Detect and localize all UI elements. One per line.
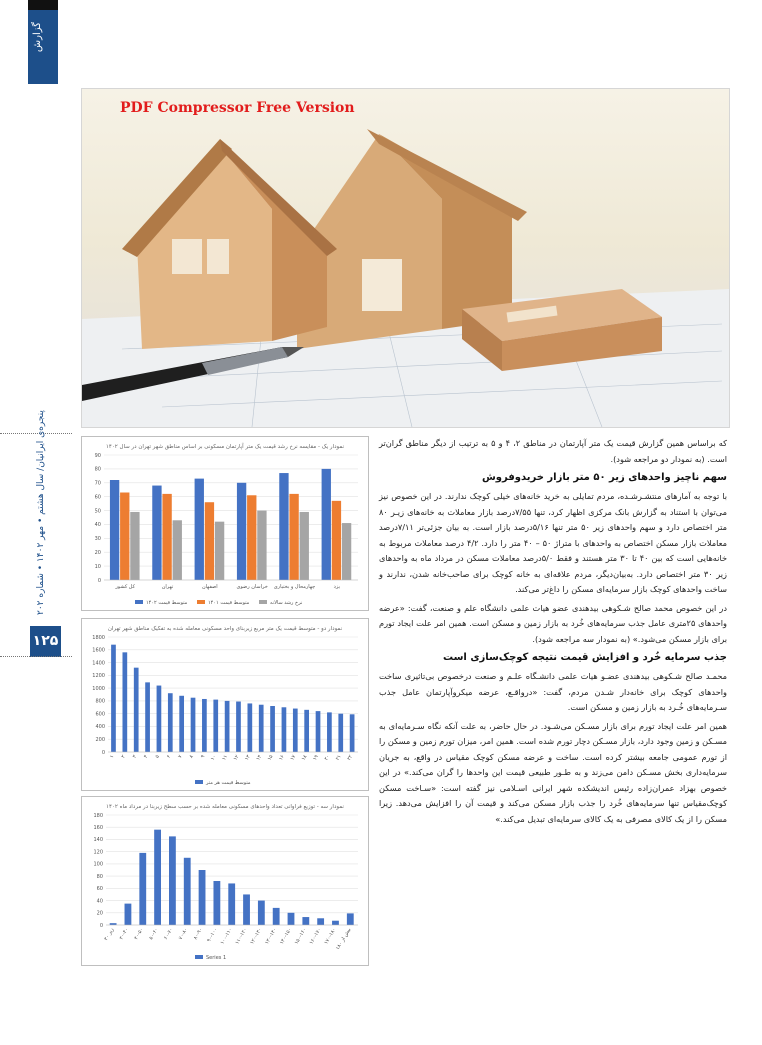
x-tick-label: زیر ۳۰ bbox=[103, 927, 116, 942]
x-tick-label: ۱۳۰-۱۴۰ bbox=[264, 927, 279, 946]
chart-bar bbox=[282, 707, 287, 752]
x-tick-label: ۱۴۰-۱۵۰ bbox=[278, 927, 294, 946]
chart-bar bbox=[332, 501, 341, 580]
y-tick-label: 1200 bbox=[92, 673, 105, 680]
y-tick-label: 120 bbox=[93, 849, 103, 856]
x-tick-label: ۱۰۰-۱۱۰ bbox=[219, 927, 234, 946]
y-tick-label: 180 bbox=[93, 812, 103, 819]
y-tick-label: 160 bbox=[93, 825, 103, 832]
page-number: ۱۲۵ bbox=[30, 626, 61, 657]
chart-2 bbox=[82, 619, 368, 790]
legend-label: Series 1 bbox=[206, 955, 227, 961]
y-tick-label: 60 bbox=[96, 886, 103, 893]
legend-swatch bbox=[135, 600, 143, 604]
wooden-houses-illustration bbox=[82, 89, 729, 427]
y-tick-label: 50 bbox=[94, 508, 101, 515]
x-tick-label: ۱۱ bbox=[221, 754, 230, 762]
article-heading: جذب سرمایه خُرد و افزایش قیمت نتیجه کوچک‌سازی است bbox=[443, 652, 727, 663]
x-tick-label: یزد bbox=[333, 584, 341, 590]
x-tick-label: کل کشور bbox=[115, 584, 135, 590]
x-tick-label: ۱۴ bbox=[255, 754, 264, 762]
x-tick-label: خراسان رضوی bbox=[236, 584, 268, 590]
article-body bbox=[379, 436, 727, 830]
y-tick-label: 80 bbox=[96, 873, 103, 880]
chart-3-panel bbox=[81, 796, 369, 966]
chart-bar bbox=[243, 894, 250, 925]
x-tick-label: ۶ bbox=[165, 754, 173, 760]
x-tick-label: اصفهان bbox=[201, 584, 218, 590]
chart-bar bbox=[139, 853, 146, 925]
y-tick-label: 10 bbox=[94, 563, 101, 570]
y-tick-label: 30 bbox=[94, 536, 101, 543]
article-paragraph: محمـد صالح شـکوهی بیدهندی عضـو هیات علمی دانشـگاه علـم و صنعت درخصوص بی‌تاثیری ساخت واحدهای کوچک برای خانه‌دار شـدن مردم، گفت: «درواقـع، عرضه میکروآپارتمان عامل جذب سـرمایه‌های خُـرد به بازار زمین و مسکن است. bbox=[379, 671, 727, 712]
section-label: گزارش bbox=[32, 22, 43, 53]
chart-bar bbox=[293, 709, 298, 752]
article-paragraph: در این خصوص محمد صالح شـکوهی بیدهندی عضو هیات علمی دانشگاه علم و صنعت، گفت: «عرضه واحدهای ۲۵متری عامل جذب سرمایه‌های خُرد به بازار زمین و مسکن است. همین امر علت ایجاد تورم برای بازار مسکن می‌شود.» (به نمودار سه مراجعه شود). bbox=[379, 602, 727, 644]
chart-bar bbox=[110, 480, 119, 580]
x-tick-label: ۳۰-۴۰ bbox=[118, 927, 130, 941]
chart-2-panel bbox=[81, 618, 369, 791]
chart-3 bbox=[82, 797, 368, 965]
y-tick-label: 600 bbox=[95, 711, 105, 718]
y-tick-label: 0 bbox=[101, 749, 105, 756]
chart-title: نمودار دو - متوسط قیمت یک متر مربع زیربنای واحد مسکونی معامله شده به تفکیک مناطق شهر تهران bbox=[107, 626, 343, 632]
chart-bar bbox=[213, 881, 220, 925]
legend-label: متوسط قیمت ۱۴۰۱ bbox=[208, 600, 250, 606]
chart-bar bbox=[327, 712, 332, 752]
chart-bar bbox=[152, 486, 161, 580]
legend-swatch bbox=[195, 955, 203, 959]
y-tick-label: 80 bbox=[94, 466, 101, 473]
hero-photo bbox=[81, 88, 730, 428]
chart-bar bbox=[237, 483, 246, 580]
y-tick-label: 20 bbox=[96, 910, 103, 917]
x-tick-label: ۹۰-۱۰۰ bbox=[206, 927, 219, 944]
x-tick-label: ۱۶ bbox=[277, 754, 286, 762]
y-tick-label: 1800 bbox=[92, 634, 105, 641]
chart-bar bbox=[179, 696, 184, 752]
x-tick-label: ۴ bbox=[142, 754, 150, 760]
x-tick-label: بیش از ۱۸۰ bbox=[334, 927, 353, 952]
x-tick-label: ۵ bbox=[154, 754, 161, 760]
chart-bar bbox=[173, 520, 182, 580]
y-tick-label: 20 bbox=[94, 550, 101, 557]
margin-dotted-rule-2 bbox=[0, 656, 72, 657]
chart-bar bbox=[120, 493, 129, 581]
y-tick-label: 100 bbox=[93, 861, 103, 868]
x-tick-label: ۴۰-۵۰ bbox=[133, 927, 145, 941]
x-tick-label: ۵۰-۶۰ bbox=[148, 927, 160, 941]
x-tick-label: ۱۶۰-۱۷۰ bbox=[308, 927, 323, 946]
chart-bar bbox=[338, 714, 343, 752]
x-tick-label: ۱۷۰-۱۸۰ bbox=[323, 927, 338, 946]
x-tick-label: ۱۵۰-۱۶۰ bbox=[293, 927, 308, 946]
y-tick-label: 70 bbox=[94, 480, 101, 487]
chart-bar bbox=[205, 502, 214, 580]
chart-bar bbox=[228, 883, 235, 925]
x-tick-label: ۲۰ bbox=[323, 754, 332, 762]
chart-bar bbox=[130, 512, 139, 580]
x-tick-label: ۱۰ bbox=[209, 754, 218, 762]
x-tick-label: ۱۷ bbox=[289, 754, 298, 762]
x-tick-label: ۷۰-۸۰ bbox=[177, 927, 190, 941]
legend-label: متوسط قیمت هر متر bbox=[206, 780, 251, 786]
chart-bar bbox=[199, 870, 206, 925]
chart-bar bbox=[157, 686, 162, 752]
chart-bar bbox=[273, 908, 280, 925]
x-tick-label: ۲۲ bbox=[346, 754, 355, 762]
chart-bar bbox=[302, 917, 309, 925]
chart-bar bbox=[247, 495, 256, 580]
x-tick-label: ۱۲ bbox=[232, 754, 241, 762]
chart-bar bbox=[289, 494, 298, 580]
article-paragraph: با توجه به آمارهای منتشـرشـده، مردم تمایلی به خرید خانه‌های خیلی کوچک ندارند. در این خصوص نیز می‌توان با استناد به گزارش بانک مرکزی اظهار کرد، تنها ۷/۵۵درصد بازار معاملات به خانه‌های زیـر ۸۰ متر اختصاص دارد و سهم واحدهای زیر ۵۰ متر تنها ۵/۱۶درصد بازار است. به بیان جزئی‌تر ۷/۱۱درصد معاملات بازار مسکن اختصاص به واحدهای با متراژ ۵۰ – ۴۰ متر را دارد. ۴/۲ درصد معاملات مربوط به خانه‌هایی است که بین ۴۰ تا ۳۰ متر هستند و فقط ۵/۰درصد معاملات مسکن در مرداد ماه به واحدهای زیر ۳۰ متر اختصاص دارد. به‌بیان‌دیگر، مردم علاقه‌ای به خانه کوچک برای صاحب‌خانه شدن، ندارند و ساخت واحدهای کوچک بازار سرمایه‌ای مسکن را داغ‌تر می‌کند. bbox=[379, 491, 728, 594]
chart-bar bbox=[342, 523, 351, 580]
y-tick-label: 800 bbox=[95, 698, 105, 705]
chart-bar bbox=[154, 830, 161, 925]
chart-title: نمودار سه - توزیع فراوانی تعداد واحدهای مسکونی معامله شده بر حسب سطح زیربنا در مرداد ماه ۱۴۰۲ bbox=[106, 804, 344, 810]
y-tick-label: 1400 bbox=[92, 660, 105, 667]
x-tick-label: ۱۱۰-۱۲۰ bbox=[234, 927, 249, 946]
chart-bar bbox=[134, 668, 139, 752]
chart-bar bbox=[125, 904, 132, 925]
chart-bar bbox=[191, 698, 196, 752]
x-tick-label: ۸ bbox=[188, 754, 195, 760]
legend-swatch bbox=[197, 600, 205, 604]
chart-bar bbox=[316, 711, 321, 752]
chart-bar bbox=[122, 652, 127, 752]
section-tab-cap bbox=[28, 0, 58, 10]
legend-swatch bbox=[259, 600, 267, 604]
section-tab bbox=[28, 0, 58, 84]
article-paragraph: همین امر علت ایجاد تورم برای بازار مسـکن می‌شـود. در حال حاضر، به علت آنکه نگاه سـرمایه‌ای به مسـکن و زمین وجود دارد، بازار مسـکن دچار تورم شده است. همین امر، میزان تورم زمین و مسکن را از تورم عمومی جامعه بیشتر کرده است. ساخت و عرضه مسکن کوچک مقیاس در واقع، به جریان سرمایه‌داری بخش مسـکن دامن می‌زند و به طـور طبیعی قیمت این واحدها را گران می‌کند.» در این خصوص بهزاد عمران‌زاده رئیس اندیشکده شهر ایرانی اسـلامی نیز گفته است: «سـاخت مسکن کوچک‌مقیاس تنها سرمایه‌های خُرد را جذب بازار مسکن می‌کند و قیمت آن را افزایش می‌دهد. زیرا مسکن را از یک کالای مصرفی به یک کالای سرمایه‌ای تبدیل می‌کند.» bbox=[379, 720, 727, 824]
chart-bar bbox=[257, 511, 266, 580]
chart-bar bbox=[247, 703, 252, 752]
x-tick-label: ۱۳ bbox=[243, 754, 252, 762]
y-tick-label: 40 bbox=[94, 522, 101, 529]
running-head: پنجره‌ی ایرانیان/ سال هشتم • مهر ۱۴۰۲ • شماره ۲۰۲ bbox=[36, 410, 46, 615]
chart-bar bbox=[111, 645, 116, 752]
chart-bar bbox=[162, 494, 171, 580]
chart-bar bbox=[258, 901, 265, 925]
x-tick-label: ۱ bbox=[108, 754, 116, 760]
y-tick-label: 400 bbox=[95, 724, 105, 731]
chart-bar bbox=[225, 701, 230, 752]
y-tick-label: 1600 bbox=[92, 647, 105, 654]
chart-bar bbox=[202, 699, 207, 752]
chart-bar bbox=[332, 921, 339, 925]
chart-title: نمودار یک - مقایسه نرخ رشد قیمت یک متر آپارتمان مسکونی بر اساس مناطق شهر تهران در سال ۱۴۰۲ bbox=[105, 444, 345, 450]
chart-bar bbox=[322, 469, 331, 580]
legend-swatch bbox=[195, 780, 203, 784]
x-tick-label: ۱۸ bbox=[300, 754, 309, 762]
x-tick-label: ۳ bbox=[131, 754, 139, 760]
y-tick-label: 90 bbox=[94, 452, 101, 459]
chart-bar bbox=[195, 479, 204, 580]
x-tick-label: ۲۱ bbox=[334, 754, 343, 762]
y-tick-label: 200 bbox=[95, 737, 105, 744]
chart-bar bbox=[259, 705, 264, 752]
chart-bar bbox=[145, 682, 150, 752]
x-tick-label: ۱۲۰-۱۳۰ bbox=[249, 927, 264, 946]
chart-1-panel bbox=[81, 436, 369, 611]
x-tick-label: ۷ bbox=[177, 754, 184, 760]
x-tick-label: ۹ bbox=[199, 754, 207, 760]
y-tick-label: 140 bbox=[93, 837, 103, 844]
x-tick-label: ۸۰-۹۰ bbox=[192, 927, 205, 941]
chart-1 bbox=[82, 437, 368, 610]
x-tick-label: ۲ bbox=[120, 754, 127, 760]
chart-bar bbox=[279, 473, 288, 580]
chart-bar bbox=[168, 693, 173, 752]
chart-bar bbox=[215, 522, 224, 580]
chart-bar bbox=[288, 913, 295, 925]
x-tick-label: ۶۰-۷۰ bbox=[162, 927, 175, 941]
chart-bar bbox=[213, 700, 218, 752]
y-tick-label: 0 bbox=[99, 922, 103, 929]
legend-label: نرخ رشد سالانه bbox=[270, 600, 303, 606]
legend-label: متوسط قیمت ۱۴۰۲ bbox=[146, 600, 188, 606]
y-tick-label: 40 bbox=[96, 898, 103, 905]
watermark-text: PDF Compressor Free Version bbox=[120, 100, 355, 116]
chart-bar bbox=[184, 858, 191, 925]
x-tick-label: چهارمحال و بختیاری bbox=[273, 584, 316, 590]
chart-bar bbox=[270, 706, 275, 752]
chart-bar bbox=[300, 512, 309, 580]
y-tick-label: 60 bbox=[94, 494, 101, 501]
article-paragraph: که براساس همین گزارش قیمت یک متر آپارتمان در مناطق ۲، ۴ و ۵ به ترتیب از دیگر مناطق گران‌تر است. (به نمودار دو مراجعه شود). bbox=[379, 438, 727, 464]
chart-bar bbox=[169, 836, 176, 925]
chart-bar bbox=[236, 702, 241, 752]
chart-bar bbox=[350, 714, 355, 752]
chart-bar bbox=[317, 918, 324, 925]
x-tick-label: ۱۵ bbox=[266, 754, 275, 762]
y-tick-label: 0 bbox=[97, 577, 101, 584]
y-tick-label: 1000 bbox=[92, 685, 105, 692]
article-heading: سهم ناچیز واحدهای زیر ۵۰ متر بازار خریدوفروش bbox=[481, 472, 727, 483]
x-tick-label: ۱۹ bbox=[312, 754, 320, 762]
chart-bar bbox=[347, 913, 354, 925]
x-tick-label: تهران bbox=[161, 584, 174, 590]
chart-bar bbox=[304, 710, 309, 752]
